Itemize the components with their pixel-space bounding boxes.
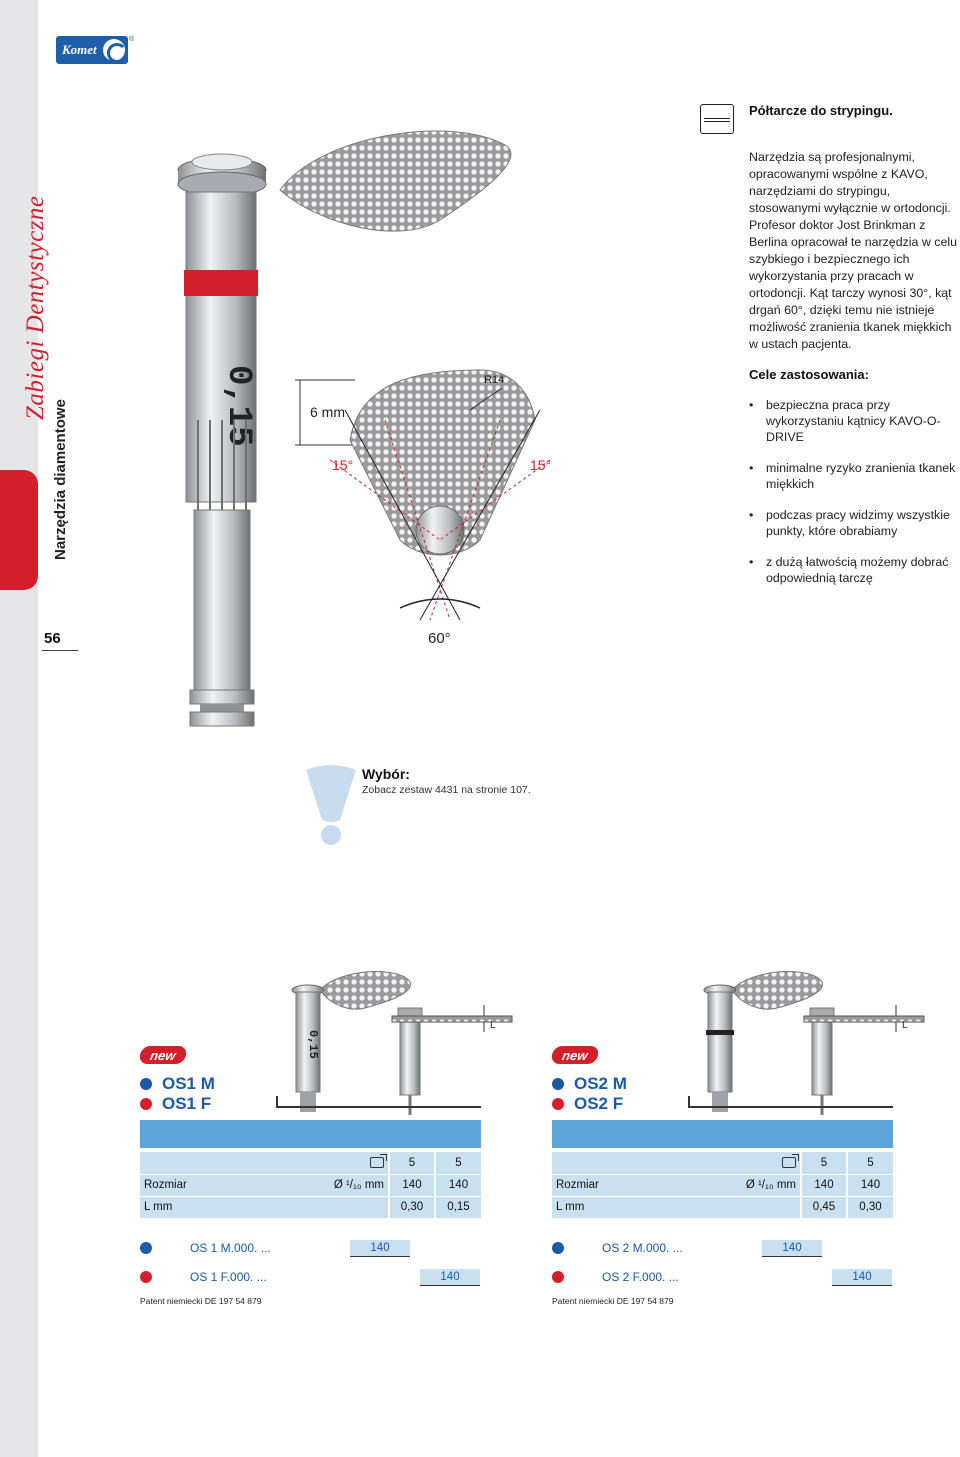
uses-title: Cele zastosowania: bbox=[749, 367, 869, 382]
product-code-f: OS1 F bbox=[140, 1094, 211, 1114]
list-item: • z dużą łatwością możemy dobrać odpowiednią tarczę bbox=[749, 554, 960, 586]
page-number-rule bbox=[42, 650, 78, 651]
blue-dot-icon bbox=[552, 1078, 564, 1090]
list-item: • minimalne ryzyko zranienia tkanek miękkich bbox=[749, 460, 960, 492]
product-code-f: OS2 F bbox=[552, 1094, 623, 1114]
radius-label: R14 bbox=[484, 374, 505, 386]
red-dot-icon bbox=[552, 1098, 564, 1110]
new-badge: new bbox=[138, 1046, 187, 1064]
patent-note: Patent niemiecki DE 197 54 879 bbox=[552, 1296, 674, 1306]
registered-mark: ® bbox=[129, 36, 135, 43]
fan-hub bbox=[416, 506, 464, 554]
size-label: Rozmiar bbox=[140, 1174, 255, 1196]
svg-text:L: L bbox=[902, 1020, 908, 1031]
subsection-title: Narzędzia diamentowe bbox=[52, 399, 69, 560]
brand-swirl-icon bbox=[103, 39, 125, 61]
order-code: OS 2 M.000. ... bbox=[602, 1241, 683, 1255]
blue-band bbox=[140, 1120, 481, 1148]
order-code: OS 1 F.000. ... bbox=[190, 1270, 267, 1284]
size-unit: Ø ¹/₁₀ mm bbox=[667, 1174, 801, 1196]
mesh-disc bbox=[280, 131, 511, 231]
package-icon bbox=[370, 1157, 384, 1168]
table-cell: 0,30 bbox=[847, 1196, 893, 1218]
red-dot-icon bbox=[140, 1098, 152, 1110]
order-value: 140 bbox=[762, 1240, 822, 1257]
order-code: OS 2 F.000. ... bbox=[602, 1270, 679, 1284]
description-text: Narzędzia są profesjonalnymi, opracowanymi wspólne z KAVO, narzędziami do strypingu, stosowanymi wyłącznie w ortodoncji. Profesor doktor Jost Brinkman z Berlina opracował te narzędzia w celu szybkiego i bezpiecznego ich wykorzystania przy pracach w ortodoncji. Kąt tarczy wynosi 30°, kąt drgań 60°, dzięki temu nie istnieje możliwość zranienia tkanek miękkich w ustach pacjenta. bbox=[749, 150, 957, 351]
length-label: L mm bbox=[140, 1196, 255, 1218]
svg-text:0,15: 0,15 bbox=[306, 1030, 320, 1059]
order-row-m bbox=[552, 1240, 893, 1258]
order-value: 140 bbox=[832, 1269, 892, 1286]
oscillation-angle-label: 60° bbox=[428, 630, 451, 647]
order-code: OS 1 M.000. ... bbox=[190, 1241, 271, 1255]
order-row-f bbox=[140, 1269, 481, 1287]
oscillation-arc bbox=[400, 599, 480, 608]
order-value: 140 bbox=[350, 1240, 410, 1257]
brand-logo-text: Komet bbox=[62, 42, 97, 57]
blue-dot-icon bbox=[140, 1078, 152, 1090]
svg-text:L: L bbox=[490, 1020, 496, 1031]
list-item: • podczas pracy widzimy wszystkie punkty, które obrabiamy bbox=[749, 507, 960, 539]
list-item: • bezpieczna praca przy wykorzystaniu kątnicy KAVO-O-DRIVE bbox=[749, 397, 960, 445]
spec-table bbox=[140, 1152, 481, 1219]
selection-note: Zobacz zestaw 4431 na stronie 107. bbox=[362, 784, 531, 796]
table-cell: 140 bbox=[389, 1174, 435, 1196]
size-label: Rozmiar bbox=[552, 1174, 667, 1196]
product-block-os2 bbox=[552, 970, 960, 1310]
table-cell: 140 bbox=[801, 1174, 847, 1196]
angle-right-label: 15° bbox=[530, 457, 552, 473]
red-dot-icon bbox=[552, 1271, 564, 1283]
table-cell: 0,45 bbox=[801, 1196, 847, 1218]
length-label: L mm bbox=[552, 1196, 667, 1218]
table-cell: 5 bbox=[389, 1152, 435, 1174]
table-cell: 5 bbox=[801, 1152, 847, 1174]
band-edge bbox=[276, 1096, 481, 1108]
section-tab bbox=[0, 470, 38, 590]
product-heading: Półtarcze do strypingu. bbox=[749, 103, 893, 118]
product-code-m: OS2 M bbox=[552, 1074, 627, 1094]
order-row-f bbox=[552, 1269, 893, 1287]
order-row-m bbox=[140, 1240, 481, 1258]
selection-title: Wybór: bbox=[362, 766, 410, 782]
brand-logo bbox=[56, 36, 128, 64]
product-code-m: OS1 M bbox=[140, 1074, 215, 1094]
main-illustration bbox=[150, 120, 730, 740]
package-icon bbox=[782, 1157, 796, 1168]
table-cell: 140 bbox=[435, 1174, 481, 1196]
product-block-os1 bbox=[140, 970, 550, 1310]
spec-table bbox=[552, 1152, 893, 1219]
blue-dot-icon bbox=[140, 1242, 152, 1254]
page-number: 56 bbox=[44, 630, 61, 647]
uses-list bbox=[749, 397, 960, 601]
table-cell: 140 bbox=[847, 1174, 893, 1196]
exclamation-icon bbox=[296, 760, 366, 850]
red-ring bbox=[184, 270, 258, 296]
table-cell: 5 bbox=[435, 1152, 481, 1174]
blue-dot-icon bbox=[552, 1242, 564, 1254]
band-edge bbox=[688, 1096, 893, 1108]
order-value: 140 bbox=[420, 1269, 480, 1286]
blue-band bbox=[552, 1120, 893, 1148]
angle-left-label: 15° bbox=[332, 457, 354, 473]
red-dot-icon bbox=[140, 1271, 152, 1283]
table-cell: 5 bbox=[847, 1152, 893, 1174]
shank-label: 0,15 bbox=[219, 365, 257, 447]
size-unit: Ø ¹/₁₀ mm bbox=[255, 1174, 389, 1196]
new-badge: new bbox=[550, 1046, 599, 1064]
patent-note: Patent niemiecki DE 197 54 879 bbox=[140, 1296, 262, 1306]
section-title: Zabiegi Dentystyczne bbox=[22, 195, 49, 420]
table-cell: 0,15 bbox=[435, 1196, 481, 1218]
dimension-height: 6 mm bbox=[310, 404, 345, 420]
table-cell: 0,30 bbox=[389, 1196, 435, 1218]
